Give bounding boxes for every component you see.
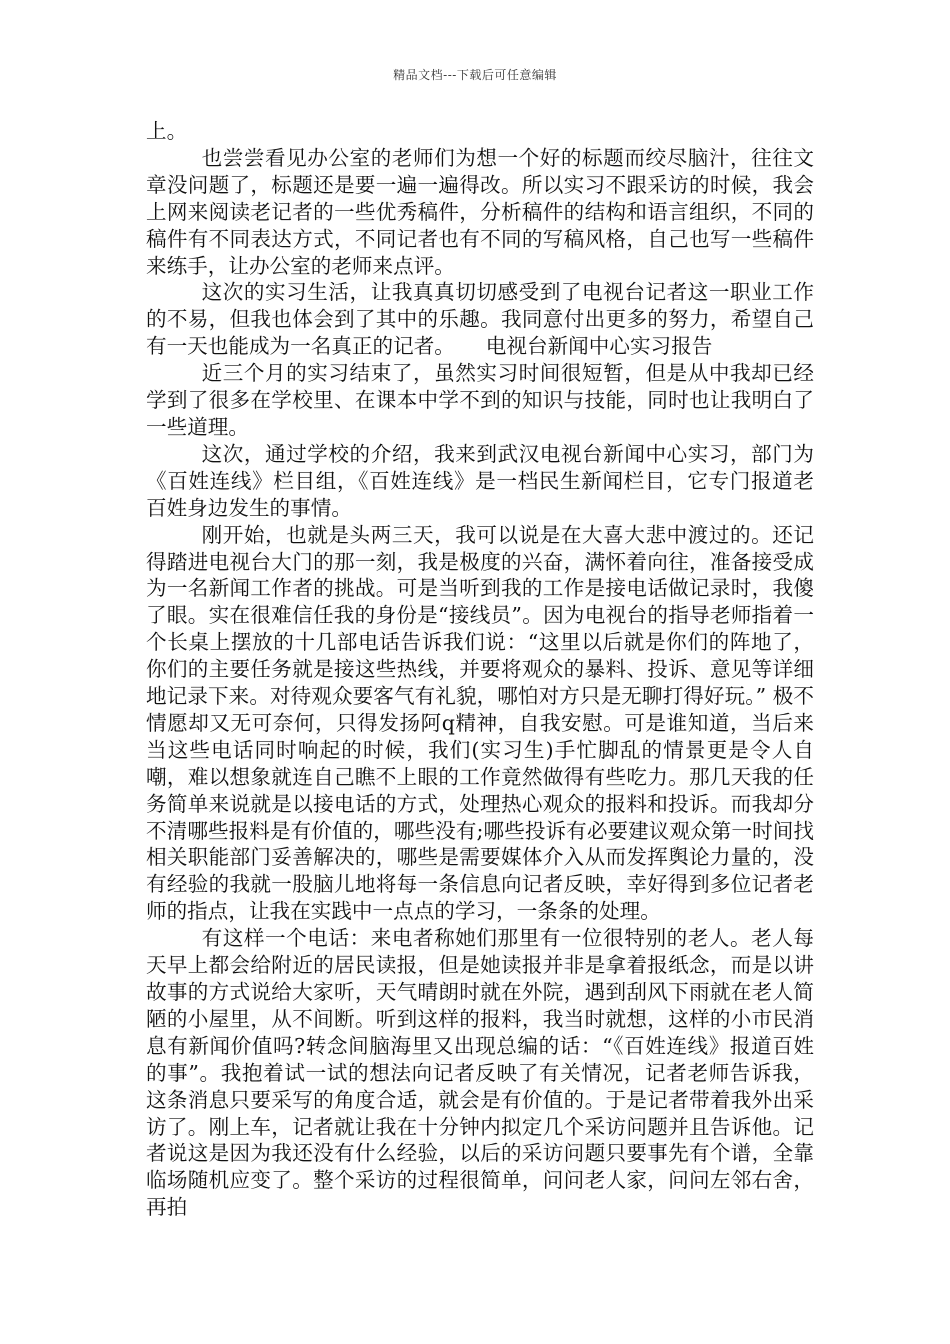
paragraph: 这次，通过学校的介绍，我来到武汉电视台新闻中心实习，部门为《百姓连线》栏目组，《百姓连线》是一档民生新闻栏目，它专门报道老百姓身边发生的事情。 xyxy=(146,441,814,520)
paragraph: 上。 xyxy=(146,119,188,143)
paragraph: 近三个月的实习结束了，虽然实习时间很短暂，但是从中我却已经学到了很多在学校里、在课本中学不到的知识与技能，同时也让我明白了一些道理。 xyxy=(146,361,814,439)
paragraph: 刚开始，也就是头两三天，我可以说是在大喜大悲中渡过的。还记得踏进电视台大门的那一刻，我是极度的兴奋，满怀着向往，准备接受成为一名新闻工作者的挑战。可是当听到我的工作是接电话做记录时，我傻了眼。实在很难信任我的身份是“接线员”。因为电视台的指导老师指着一个长桌上摆放的十几部电话告诉我们说：“这里以后就是你们的阵地了，你们的主要任务就是接这些热线，并要将观众的暴料、投诉、意见等详细地记录下来。对待观众要客气有礼貌，哪怕对方只是无聊打得好玩。” 极不情愿却又无可奈何，只得发扬阿q精神，自我安慰。可是谁知道，当后来当这些电话同时响起的时候，我们(实习生)手忙脚乱的情景更是令人自嘲，难以想象就连自己瞧不上眼的工作竟然做得有些吃力。那几天我的任务简单来说就是以接电话的方式，处理热心观众的报料和投诉。而我却分不清哪些报料是有价值的，哪些没有;哪些投诉有必要建议观众第一时间找相关职能部门妥善解决的，哪些是需要媒体介入从而发挥舆论力量的，没有经验的我就一股脑儿地将每一条信息向记者反映，幸好得到多位记者老师的指点，让我在实践中一点点的学习，一条条的处理。 xyxy=(146,522,814,924)
paragraph: 这次的实习生活，让我真真切切感受到了电视台记者这一职业工作的不易，但我也体会到了其中的乐趣。我同意付出更多的努力，希望自己有一天也能成为一名真正的记者。 电视台新闻中心实习报告 xyxy=(146,280,814,359)
document-body xyxy=(146,118,814,1221)
paragraph: 也尝尝看见办公室的老师们为想一个好的标题而绞尽脑汁，往往文章没问题了，标题还是要一遍一遍得改。所以实习不跟采访的时候，我会上网来阅读老记者的一些优秀稿件，分析稿件的结构和语言组织，不同的稿件有不同表达方式，不同记者也有不同的写稿风格，自己也写一些稿件来练手，让办公室的老师来点评。 xyxy=(146,145,814,278)
page-header: 精品文档---下载后可任意编辑 xyxy=(393,68,557,82)
paragraph: 有这样一个电话：来电者称她们那里有一位很特别的老人。老人每天早上都会给附近的居民读报，但是她读报并非是拿着报纸念，而是以讲故事的方式说给大家听，天气晴朗时就在外院，遇到刮风下雨就在老人简陋的小屋里，从不间断。听到这样的报料，我当时就想，这样的小市民消息有新闻价值吗?转念间脑海里又出现总编的话：“《百姓连线》报道百姓的事”。我抱着试一试的想法向记者反映了有关情况，记者老师告诉我，这条消息只要采写的角度合适，就会是有价值的。于是记者带着我外出采访了。刚上车，记者就让我在十分钟内拟定几个采访问题并且告诉他。记者说这是因为我还没有什么经验，以后的采访问题只要事先有个谱，全靠临场随机应变了。整个采访的过程很简单，问问老人家，问问左邻右舍，再拍 xyxy=(146,926,814,1220)
